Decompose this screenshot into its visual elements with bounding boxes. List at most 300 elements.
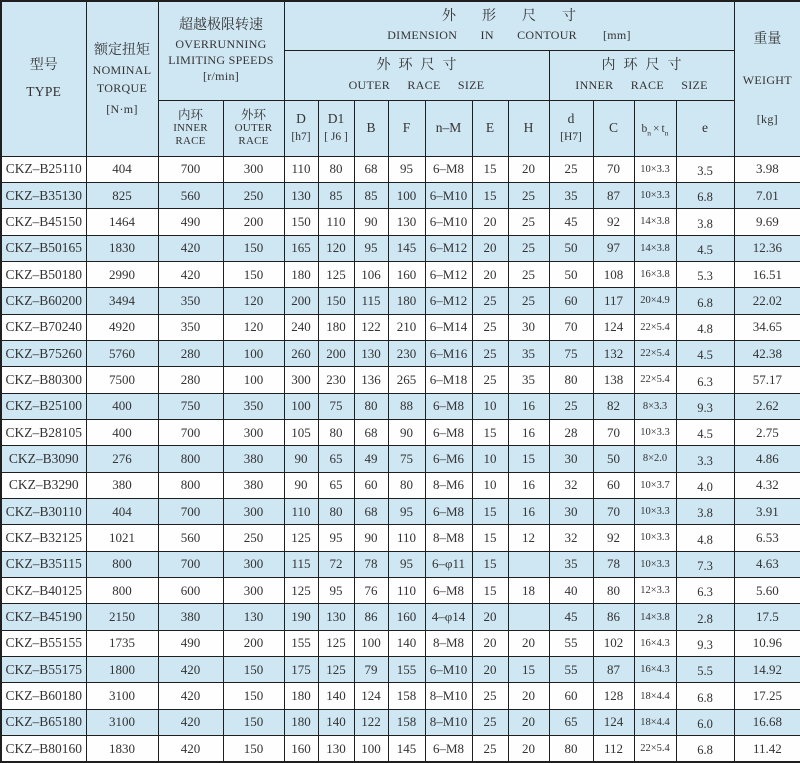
cell-d: 30 [549,498,593,524]
cell-bn-tn: 10×3.3 [634,419,676,445]
cell-n-M: 8–M8 [425,630,472,656]
cell-model: CKZ–B25100 [1,393,86,419]
cell-nominal-torque: 3100 [86,683,158,709]
bn-tn-formula: $b_n \times t_n$ [641,122,669,138]
cell-e: 5.5 [676,657,734,683]
col-header-H: H [508,100,549,156]
inner-race-size-en: INNER RACE SIZE [575,77,708,92]
cell-bn-tn: 8×3.3 [634,393,676,419]
cell-D: 110 [284,498,318,524]
table-row [1,472,800,498]
cell-d: 75 [549,340,593,366]
cell-model: CKZ–B35115 [1,551,86,577]
cell-d: 55 [549,630,593,656]
cell-inner-race-speed: 700 [158,498,223,524]
d-tolerance: [H7] [560,131,582,144]
cell-H [508,604,549,630]
cell-H: 25 [508,209,549,235]
inner-race-en2: RACE [175,135,206,148]
cell-bn-tn: 10×3.3 [634,551,676,577]
cell-d: 50 [549,235,593,261]
cell-bn-tn: 14×3.8 [634,209,676,235]
cell-outer-race-speed: 300 [223,156,284,182]
table-row [1,340,800,366]
cell-nominal-torque: 2150 [86,604,158,630]
cell-outer-race-speed: 150 [223,736,284,762]
cell-outer-race-speed: 250 [223,182,284,208]
cell-H: 16 [508,419,549,445]
cell-outer-race-speed: 250 [223,525,284,551]
cell-D: 175 [284,657,318,683]
table-body [1,156,800,762]
cell-F: 75 [388,446,425,472]
cell-F: 160 [388,604,425,630]
cell-D: 155 [284,630,318,656]
inner-race-size-zh: 内环尺寸 [601,58,690,74]
D1-symbol: D1 [327,111,345,127]
cell-d: 45 [549,209,593,235]
table-row [1,393,800,419]
D-symbol: D [296,111,306,127]
cell-inner-race-speed: 700 [158,419,223,445]
cell-B: 124 [354,683,388,709]
col-header-outer-race-size [284,50,549,100]
cell-e: 4.8 [676,525,734,551]
cell-B: 76 [354,578,388,604]
cell-inner-race-speed: 800 [158,446,223,472]
cell-bn-tn: 10×3.3 [634,498,676,524]
cell-D1: 95 [318,578,354,604]
cell-outer-race-speed: 150 [223,709,284,735]
cell-C: 97 [593,235,634,261]
cell-nominal-torque: 7500 [86,367,158,393]
cell-bn-tn: 14×3.8 [634,604,676,630]
cell-nominal-torque: 400 [86,393,158,419]
cell-E: 20 [472,630,508,656]
cell-D1: 95 [318,525,354,551]
cell-D1: 65 [318,472,354,498]
cell-E: 25 [472,683,508,709]
cell-inner-race-speed: 420 [158,709,223,735]
cell-outer-race-speed: 200 [223,209,284,235]
cell-D1: 230 [318,367,354,393]
cell-d: 40 [549,578,593,604]
cell-outer-race-speed: 130 [223,604,284,630]
speeds-label-en1: OVERRUNNING [175,36,267,51]
cell-H: 20 [508,683,549,709]
cell-weight: 2.75 [734,419,800,445]
cell-weight: 4.32 [734,472,800,498]
cell-outer-race-speed: 350 [223,393,284,419]
cell-D1: 140 [318,709,354,735]
D1-tolerance: [ J6 ] [324,131,348,144]
speeds-label-zh: 超越极限转速 [179,18,263,34]
cell-D: 165 [284,235,318,261]
table-row [1,525,800,551]
cell-model: CKZ–B60180 [1,683,86,709]
cell-nominal-torque: 1800 [86,657,158,683]
cell-H: 25 [508,235,549,261]
cell-bn-tn: 10×3.3 [634,156,676,182]
cell-D1: 120 [318,235,354,261]
inner-race-zh: 内环 [177,107,203,122]
cell-D: 100 [284,393,318,419]
cell-weight: 11.42 [734,736,800,762]
cell-F: 158 [388,683,425,709]
cell-F: 130 [388,209,425,235]
cell-E: 15 [472,419,508,445]
cell-F: 80 [388,472,425,498]
cell-weight: 17.25 [734,683,800,709]
cell-model: CKZ–B70240 [1,314,86,340]
col-header-nominal-torque [86,1,158,156]
cell-D: 180 [284,261,318,287]
cell-F: 145 [388,235,425,261]
cell-outer-race-speed: 120 [223,288,284,314]
cell-B: 100 [354,736,388,762]
cell-outer-race-speed: 380 [223,472,284,498]
cell-weight: 42.38 [734,340,800,366]
cell-F: 155 [388,657,425,683]
cell-nominal-torque: 404 [86,156,158,182]
cell-n-M: 6–M14 [425,314,472,340]
cell-C: 86 [593,604,634,630]
cell-d: 28 [549,419,593,445]
col-header-e: e [676,100,734,156]
cell-bn-tn: 22×5.4 [634,314,676,340]
cell-e: 6.8 [676,736,734,762]
cell-d: 32 [549,472,593,498]
cell-d: 35 [549,182,593,208]
cell-D1: 130 [318,604,354,630]
cell-weight: 4.86 [734,446,800,472]
cell-H: 12 [508,525,549,551]
cell-bn-tn: 16×4.3 [634,630,676,656]
cell-e: 3.5 [676,156,734,182]
cell-n-M: 8–M6 [425,472,472,498]
cell-bn-tn: 18×4.4 [634,683,676,709]
cell-E: 25 [472,288,508,314]
table-row [1,156,800,182]
cell-D1: 200 [318,340,354,366]
cell-inner-race-speed: 380 [158,604,223,630]
cell-inner-race-speed: 420 [158,235,223,261]
cell-nominal-torque: 800 [86,578,158,604]
cell-D: 130 [284,182,318,208]
cell-d: 70 [549,314,593,340]
cell-H: 20 [508,630,549,656]
cell-weight: 14.92 [734,657,800,683]
cell-D1: 125 [318,630,354,656]
cell-model: CKZ–B40125 [1,578,86,604]
cell-model: CKZ–B75260 [1,340,86,366]
type-label-zh: 型号 [29,57,58,73]
cell-model: CKZ–B60200 [1,288,86,314]
dimension-unit: [mm] [602,27,631,42]
table-header [1,1,800,156]
cell-F: 95 [388,156,425,182]
outer-race-size-zh: 外环尺寸 [376,58,465,74]
cell-model: CKZ–B80160 [1,736,86,762]
cell-e: 6.8 [676,288,734,314]
speeds-unit: [r/min] [202,69,240,84]
cell-C: 82 [593,393,634,419]
torque-unit: [N·m] [106,101,138,116]
cell-outer-race-speed: 300 [223,578,284,604]
cell-E: 15 [472,182,508,208]
cell-B: 115 [354,288,388,314]
cell-e: 7.3 [676,551,734,577]
cell-n-M: 6–M12 [425,235,472,261]
cell-bn-tn: 16×4.3 [634,657,676,683]
cell-B: 90 [354,525,388,551]
cell-n-M: 6–M6 [425,446,472,472]
cell-nominal-torque: 3494 [86,288,158,314]
cell-H [508,551,549,577]
cell-e: 6.3 [676,367,734,393]
cell-e: 6.3 [676,578,734,604]
cell-nominal-torque: 400 [86,419,158,445]
cell-bn-tn: 10×3.3 [634,525,676,551]
cell-H: 25 [508,182,549,208]
cell-nominal-torque: 2990 [86,261,158,287]
cell-d: 45 [549,604,593,630]
cell-d: 30 [549,446,593,472]
cell-bn-tn: 14×3.8 [634,235,676,261]
cell-bn-tn: 18×4.4 [634,709,676,735]
cell-C: 117 [593,288,634,314]
cell-B: 100 [354,630,388,656]
cell-n-M: 6–M8 [425,156,472,182]
dimension-label-en: DIMENSION IN CONTOUR [387,27,577,42]
table-row [1,604,800,630]
cell-inner-race-speed: 600 [158,578,223,604]
cell-weight: 9.69 [734,209,800,235]
cell-nominal-torque: 1735 [86,630,158,656]
weight-unit: [kg] [756,111,778,126]
cell-outer-race-speed: 120 [223,314,284,340]
col-header-outer-race-speed [223,100,284,156]
cell-H: 35 [508,367,549,393]
torque-label-zh: 额定扭矩 [94,42,150,58]
cell-outer-race-speed: 300 [223,551,284,577]
cell-D: 125 [284,578,318,604]
cell-n-M: 6–M12 [425,288,472,314]
cell-n-M: 8–M8 [425,525,472,551]
cell-E: 25 [472,340,508,366]
cell-nominal-torque: 825 [86,182,158,208]
cell-D1: 110 [318,209,354,235]
cell-e: 4.0 [676,472,734,498]
cell-weight: 3.91 [734,498,800,524]
cell-D1: 80 [318,498,354,524]
cell-C: 132 [593,340,634,366]
cell-H: 30 [508,314,549,340]
cell-H: 20 [508,709,549,735]
cell-n-M: 6–M10 [425,182,472,208]
cell-C: 102 [593,630,634,656]
cell-E: 20 [472,235,508,261]
cell-H: 20 [508,736,549,762]
cell-D: 125 [284,525,318,551]
cell-e: 6.8 [676,182,734,208]
col-header-type [1,1,86,156]
cell-e: 3.8 [676,498,734,524]
cell-H: 16 [508,472,549,498]
cell-nominal-torque: 800 [86,551,158,577]
speeds-label-en2: LIMITING SPEEDS [168,53,274,68]
col-header-weight [734,1,800,156]
cell-B: 106 [354,261,388,287]
cell-weight: 57.17 [734,367,800,393]
cell-d: 32 [549,525,593,551]
torque-label-en1: NOMINAL [92,62,152,77]
type-label-en: TYPE [26,84,62,100]
cell-inner-race-speed: 800 [158,472,223,498]
cell-inner-race-speed: 700 [158,156,223,182]
cell-C: 108 [593,261,634,287]
cell-inner-race-speed: 490 [158,209,223,235]
cell-E: 20 [472,604,508,630]
cell-D: 180 [284,709,318,735]
cell-bn-tn: 10×3.3 [634,182,676,208]
cell-D: 180 [284,683,318,709]
cell-F: 210 [388,314,425,340]
cell-d: 60 [549,288,593,314]
cell-d: 35 [549,551,593,577]
cell-e: 5.3 [676,261,734,287]
cell-model: CKZ–B32125 [1,525,86,551]
col-header-inner-race-size [549,50,734,100]
cell-inner-race-speed: 490 [158,630,223,656]
cell-F: 90 [388,419,425,445]
cell-F: 140 [388,630,425,656]
col-header-dimension-in-contour [284,1,734,50]
table-row [1,578,800,604]
cell-e: 4.5 [676,235,734,261]
col-header-bn-tn [634,100,676,156]
cell-B: 78 [354,551,388,577]
cell-C: 87 [593,182,634,208]
cell-D1: 180 [318,314,354,340]
cell-B: 122 [354,709,388,735]
cell-D: 105 [284,419,318,445]
cell-weight: 7.01 [734,182,800,208]
col-header-d [549,100,593,156]
cell-n-M: 6–M18 [425,367,472,393]
table-row [1,209,800,235]
cell-F: 230 [388,340,425,366]
cell-weight: 3.98 [734,156,800,182]
cell-H: 35 [508,340,549,366]
cell-outer-race-speed: 300 [223,419,284,445]
cell-H: 15 [508,657,549,683]
cell-n-M: 8–M10 [425,683,472,709]
outer-race-zh: 外环 [240,107,266,122]
cell-C: 128 [593,683,634,709]
D-tolerance: [h7] [291,131,311,144]
cell-C: 70 [593,498,634,524]
cell-inner-race-speed: 700 [158,551,223,577]
cell-F: 265 [388,367,425,393]
col-header-B: B [354,100,388,156]
cell-model: CKZ–B50165 [1,235,86,261]
cell-bn-tn: 16×3.8 [634,261,676,287]
header-row-1 [1,1,800,50]
table-row [1,709,800,735]
cell-nominal-torque: 1464 [86,209,158,235]
cell-d: 50 [549,261,593,287]
cell-D: 110 [284,156,318,182]
cell-bn-tn: 8×2.0 [634,446,676,472]
table-row [1,314,800,340]
col-header-C: C [593,100,634,156]
cell-B: 60 [354,472,388,498]
cell-E: 20 [472,261,508,287]
cell-B: 136 [354,367,388,393]
cell-D1: 85 [318,182,354,208]
cell-D: 240 [284,314,318,340]
cell-bn-tn: 22×5.4 [634,736,676,762]
cell-n-M: 6–φ11 [425,551,472,577]
cell-outer-race-speed: 100 [223,367,284,393]
cell-B: 86 [354,604,388,630]
cell-model: CKZ–B50180 [1,261,86,287]
cell-H: 18 [508,578,549,604]
cell-nominal-torque: 4920 [86,314,158,340]
cell-e: 6.8 [676,683,734,709]
cell-weight: 2.62 [734,393,800,419]
cell-C: 70 [593,156,634,182]
cell-model: CKZ–B55175 [1,657,86,683]
table-row [1,446,800,472]
cell-D: 115 [284,551,318,577]
cell-d: 25 [549,393,593,419]
cell-weight: 5.60 [734,578,800,604]
cell-e: 9.3 [676,393,734,419]
cell-model: CKZ–B30110 [1,498,86,524]
cell-H: 16 [508,393,549,419]
cell-C: 138 [593,367,634,393]
cell-weight: 4.63 [734,551,800,577]
cell-E: 15 [472,525,508,551]
cell-n-M: 6–M16 [425,340,472,366]
cell-B: 68 [354,498,388,524]
cell-D: 90 [284,472,318,498]
cell-B: 49 [354,446,388,472]
outer-race-size-en: OUTER RACE SIZE [348,77,485,92]
cell-outer-race-speed: 150 [223,235,284,261]
cell-e: 4.8 [676,314,734,340]
cell-C: 124 [593,314,634,340]
cell-B: 90 [354,209,388,235]
col-header-overrunning-speeds [158,1,284,100]
cell-F: 158 [388,709,425,735]
cell-model: CKZ–B65180 [1,709,86,735]
dimension-label-zh: 外形尺寸 [442,9,603,25]
cell-inner-race-speed: 560 [158,525,223,551]
cell-inner-race-speed: 350 [158,288,223,314]
cell-inner-race-speed: 560 [158,182,223,208]
cell-e: 6.0 [676,709,734,735]
weight-label-en: WEIGHT [742,72,792,87]
table-row [1,261,800,287]
cell-nominal-torque: 3100 [86,709,158,735]
table-row [1,235,800,261]
cell-d: 25 [549,156,593,182]
cell-B: 79 [354,657,388,683]
cell-D1: 80 [318,419,354,445]
